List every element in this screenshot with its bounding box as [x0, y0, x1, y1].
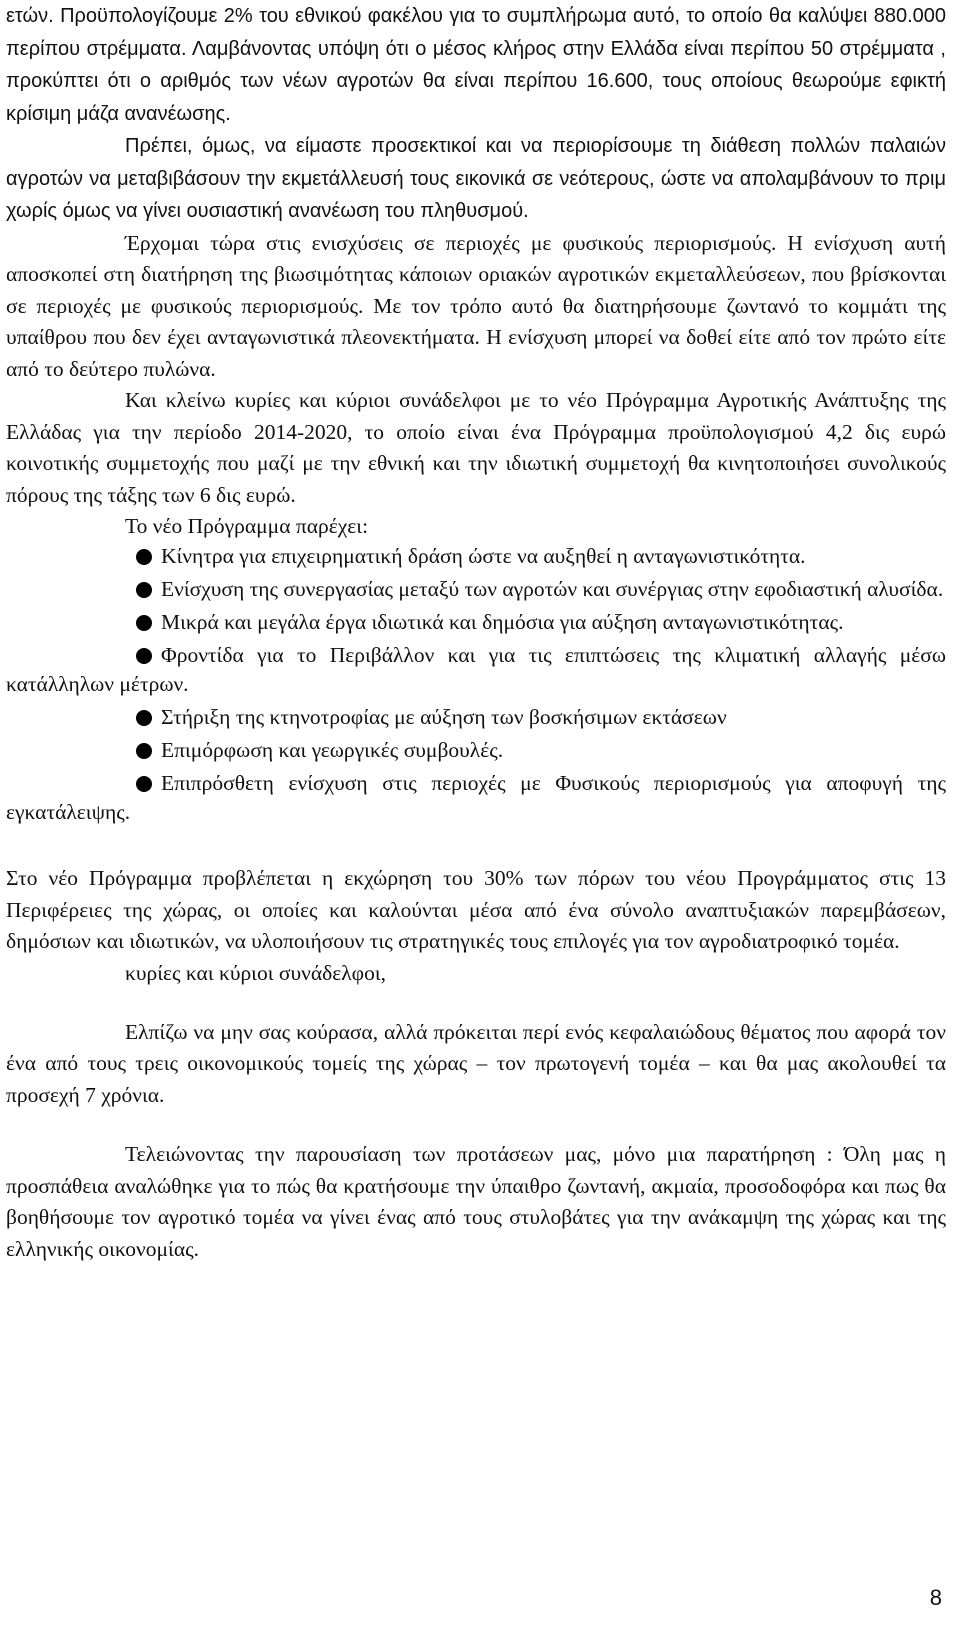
list-item: Επιμόρφωση και γεωργικές συμβουλές. — [6, 736, 946, 765]
list-item: Στήριξη της κτηνοτροφίας με αύξηση των βοσκήσιμων εκτάσεων — [6, 703, 946, 732]
bullet-icon — [136, 615, 152, 631]
salutation: κυρίες και κύριοι συνάδελφοι, — [125, 960, 387, 985]
paragraph-natural-constraints: Έρχομαι τώρα στις ενισχύσεις σε περιοχές με φυσικούς περιορισμούς. Η ενίσχυση αυτή αποσκοπεί στη διατήρηση της βιωσιμότητας κάποιων οριακών αγροτικών εκμεταλλεύσεων, που βρίσκονται σε περιοχές με φυσικούς περιορισμούς. Με τον τρόπο αυτό θα διατηρήσουμε ζωντανό το κομμάτι της υπαίθρου που δεν έχει ανταγωνιστικά πλεονεκτήματα. Η ενίσχυση μπορεί να δοθεί είτε από τον πρώτο είτε από το δεύτερο πυλώνα. — [6, 230, 946, 381]
document-page — [6, 0, 946, 1265]
list-item: Κίνητρα για επιχειρηματική δράση ώστε να αυξηθεί η ανταγωνιστικότητα. — [6, 542, 946, 571]
bullet-icon — [136, 743, 152, 759]
list-item: Ενίσχυση της συνεργασίας μεταξύ των αγροτών και συνέργιας στην εφοδιαστική αλυσίδα. — [6, 575, 946, 604]
list-heading: Το νέο Πρόγραμμα παρέχει: — [125, 514, 369, 538]
paragraph-young-farmers-budget: ετών. Προϋπολογίζουμε 2% του εθνικού φακέλου για το συμπλήρωμα αυτό, το οποίο θα καλύψει 880.000 περίπου στρέμματα. Λαμβάνοντας υπόψη ότι ο μέσος κλήρος στην Ελλάδα είναι περίπου 50 στρέμματα , προκύπτει ότι ο αριθμός των νέων αγροτών θα είναι περίπου 16.600, τους οποίους θεωρούμε εφικτή κρίσιμη μάζα ανανέωσης. — [6, 5, 946, 125]
bullet-icon — [136, 776, 152, 792]
paragraph-closing-hope: Ελπίζω να μην σας κούρασα, αλλά πρόκειται περί ενός κεφαλαιώδους θέματος που αφορά τον ένα από τους τρεις οικονομικούς τομείς της χώρας – τον πρωτογενή τομέα – και θα μας ακολουθεί τα προσεχή 7 χρόνια. — [6, 1019, 946, 1107]
list-item: Επιπρόσθετη ενίσχυση στις περιοχές με Φυσικούς περιορισμούς για αποφυγή της εγκατάλειψης. — [6, 771, 946, 824]
page-number: 8 — [929, 1585, 942, 1610]
program-provisions-list — [6, 542, 946, 827]
paragraph-final-remark: Τελειώνοντας την παρουσίαση των προτάσεων μας, μόνο μια παρατήρηση : Όλη μας η προσπάθεια αναλώθηκε για το πώς θα κρατήσουμε την ύπαιθρο ζωντανή, ακμαία, προσοδοφόρα και πως θα βοηθήσουμε τον αγροτικό τομέα να γίνει ένας από τους στυλοβάτες για την ανάκαμψη της χώρας και της ελληνικής οικονομίας. — [6, 1142, 946, 1261]
bullet-icon — [136, 549, 152, 565]
paragraph-rural-development-program: Και κλείνω κυρίες και κύριοι συνάδελφοι με το νέο Πρόγραμμα Αγροτικής Ανάπτυξης της Ελλάδας για την περίοδο 2014-2020, το οποίο είναι ένα Πρόγραμμα προϋπολογισμού 4,2 δις ευρώ κοινοτικής συμμετοχής που μαζί με την εθνική και την ιδιωτική συμμετοχή θα κινητοποιήσει συνολικούς πόρους της τάξης των 6 δις ευρώ. — [6, 388, 946, 507]
paragraph-regional-allocation: Στο νέο Πρόγραμμα προβλέπεται η εκχώρηση του 30% των πόρων του νέου Προγράμματος στις 13 Περιφέρειες της χώρας, οι οποίες και καλούνται μέσα από ένα σύνολο αναπτυξιακών παρεμβάσεων, δημόσιων και ιδιωτικών, να υλοποιήσουν τις στρατηγικές τους επιλογές για τον αγροδιατροφικό τομέα. — [6, 866, 946, 953]
bullet-icon — [136, 648, 152, 664]
list-item: Φροντίδα για το Περιβάλλον και για τις επιπτώσεις της κλιματική αλλαγής μέσω κατάλληλων μέτρων. — [6, 643, 946, 696]
list-item: Μικρά και μεγάλα έργα ιδιωτικά και δημόσια για αύξηση ανταγωνιστικότητας. — [6, 608, 946, 637]
paragraph-transfer-caution: Πρέπει, όμως, να είμαστε προσεκτικοί και να περιορίσουμε τη διάθεση πολλών παλαιών αγροτών να μεταβιβάσουν την εκμετάλλευσή τους εικονικά σε νεότερους, ώστε να απολαμβάνουν το πριμ χωρίς όμως να γίνει ουσιαστική ανανέωση του πληθυσμού. — [6, 135, 946, 222]
bullet-icon — [136, 582, 152, 598]
bullet-icon — [136, 710, 152, 726]
